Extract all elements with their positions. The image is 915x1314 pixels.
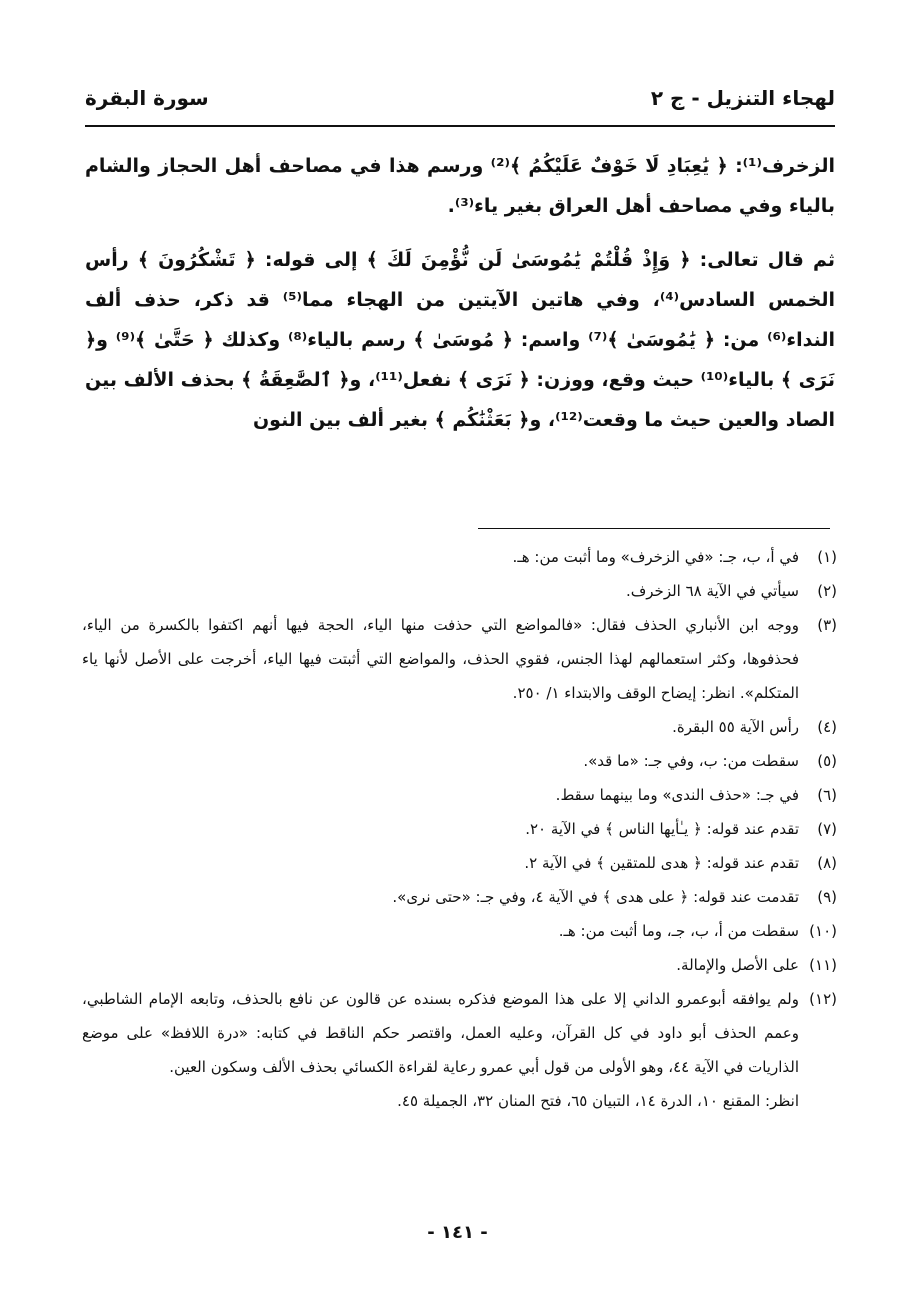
- footnote: [82, 540, 837, 574]
- footnote: [82, 948, 837, 982]
- footnote-text: رأس الآية ٥٥ البقرة.: [672, 718, 799, 736]
- footnote: [82, 846, 837, 880]
- footnote: [82, 574, 837, 608]
- running-header: [85, 78, 835, 118]
- footnote-number: (١١): [809, 956, 837, 974]
- footnote-number: (٥): [817, 752, 837, 770]
- footnote-text: ووجه ابن الأنباري الحذف فقال: «فالمواضع التي حذفت منها الياء، الحجة فيها أنهم اكتفوا بالكسرة من الياء، فحذفوها، وكثر استعمالهم لهذا الجنس، فقوي الحذف، والمواضع التي أثبتت فيها الياء، أخرجت على الأصل لأنها ياء المتكلم». انظر: إيضاح الوقف والابتداء ١/ ٢٥٠.: [82, 616, 799, 702]
- footnote-text: على الأصل والإمالة.: [676, 956, 799, 974]
- footnote: [82, 778, 837, 812]
- footnote-number: (١٢): [809, 990, 837, 1008]
- footnote: [82, 608, 837, 710]
- page-number: - ١٤١ -: [427, 1222, 488, 1243]
- footnote-number: (٧): [817, 820, 837, 838]
- header-rule: [85, 125, 835, 127]
- footnote-number: (٦): [817, 786, 837, 804]
- footnote-text: في جـ: «حذف الندى» وما بينهما سقط.: [555, 786, 799, 804]
- footnote: [82, 744, 837, 778]
- footnote-text: تقدم عند قوله: ﴿ هدى للمتقين ﴾ في الآية ٢.: [524, 854, 799, 872]
- paragraph-1: الزخرف⁽¹⁾: ﴿ يَٰعِبَادِ لَا خَوْفٌ عَلَيْكُمُ ﴾⁽²⁾ ورسم هذا في مصاحف أهل الحجاز والشام بالياء وفي مصاحف أهل العراق بغير ياء⁽³⁾.: [85, 155, 836, 217]
- footnote-number: (١): [817, 548, 837, 566]
- footnote: [82, 812, 837, 846]
- footnote-number: (٨): [817, 854, 837, 872]
- footnote-text: سقطت من أ، ب، جـ، وما أثبت من: هـ.: [558, 922, 799, 940]
- footnote-separator: [478, 528, 830, 529]
- footnote-number: (٤): [817, 718, 837, 736]
- footnote-text: في أ، ب، جـ: «في الزخرف» وما أثبت من: هـ.: [512, 548, 799, 566]
- footnotes: [82, 540, 837, 1118]
- footnote-text: ولم يوافقه أبوعمرو الداني إلا على هذا الموضع فذكره بسنده عن قالون عن نافع بالحذف، وتابعه الإمام الشاطبي، وعمم الحذف أبو داود في كل القرآن، وعليه العمل، واقتصر حكم الناقط في كتابه: «درة اللافظ» على موضع الذاريات في الآية ٤٤، وهو الأولى من قول أبي عمرو رعاية لقراءة الكسائي بحذف الألف وسكون العين.: [82, 990, 799, 1076]
- footnote-number: (٢): [817, 582, 837, 600]
- paragraph-2: ثم قال تعالى: ﴿ وَإِذْ قُلْتُمْ يَٰمُوسَىٰ لَن نُّؤْمِنَ لَكَ ﴾ إلى قوله: ﴿ تَشْكُرُونَ ﴾ رأس الخمس السادس⁽⁴⁾، وفي هاتين الآيتين من الهجاء مما⁽⁵⁾ قد ذكر، حذف ألف النداء⁽⁶⁾ من: ﴿ يَٰمُوسَىٰ ﴾⁽⁷⁾ واسم: ﴿ مُوسَىٰ ﴾ رسم بالياء⁽⁸⁾ وكذلك ﴿ حَتَّىٰ ﴾⁽⁹⁾ و﴿ نَرَى ﴾ بالياء⁽¹⁰⁾ حيث وقع، ووزن: ﴿ نَرَى ﴾ نفعل⁽¹¹⁾، و﴿ ٱلصَّٰعِقَةُ ﴾ بحذف الألف بين الصاد والعين حيث ما وقعت⁽¹²⁾، و﴿ بَعَثْنَٰكُم ﴾ بغير ألف بين النون: [85, 249, 835, 431]
- footnote-text: سيأتي في الآية ٦٨ الزخرف.: [625, 582, 799, 600]
- book-title: لهجاء التنزيل - ج ٢: [650, 86, 835, 110]
- footnote: [82, 914, 837, 948]
- footnote: [82, 710, 837, 744]
- footnote: [82, 982, 837, 1084]
- footnote-text: تقدمت عند قوله: ﴿ على هدى ﴾ في الآية ٤، وفي جـ: «حتى نرى».: [392, 888, 799, 906]
- footnote: [82, 880, 837, 914]
- footnote-number: (١٠): [809, 922, 837, 940]
- footnote-number: (٣): [817, 616, 837, 634]
- footnote-text: تقدم عند قوله: ﴿ يـٰأيها الناس ﴾ في الآية ٢٠.: [525, 820, 799, 838]
- main-text: [85, 146, 835, 440]
- footnote-references: انظر: المقنع ١٠، الدرة ١٤، التبيان ٦٥، فتح المنان ٣٢، الجميلة ٤٥.: [397, 1092, 799, 1110]
- footnote-text: سقطت من: ب، وفي جـ: «ما قد».: [583, 752, 799, 770]
- surah-title: سورة البقرة: [85, 86, 209, 110]
- footnote-number: (٩): [817, 888, 837, 906]
